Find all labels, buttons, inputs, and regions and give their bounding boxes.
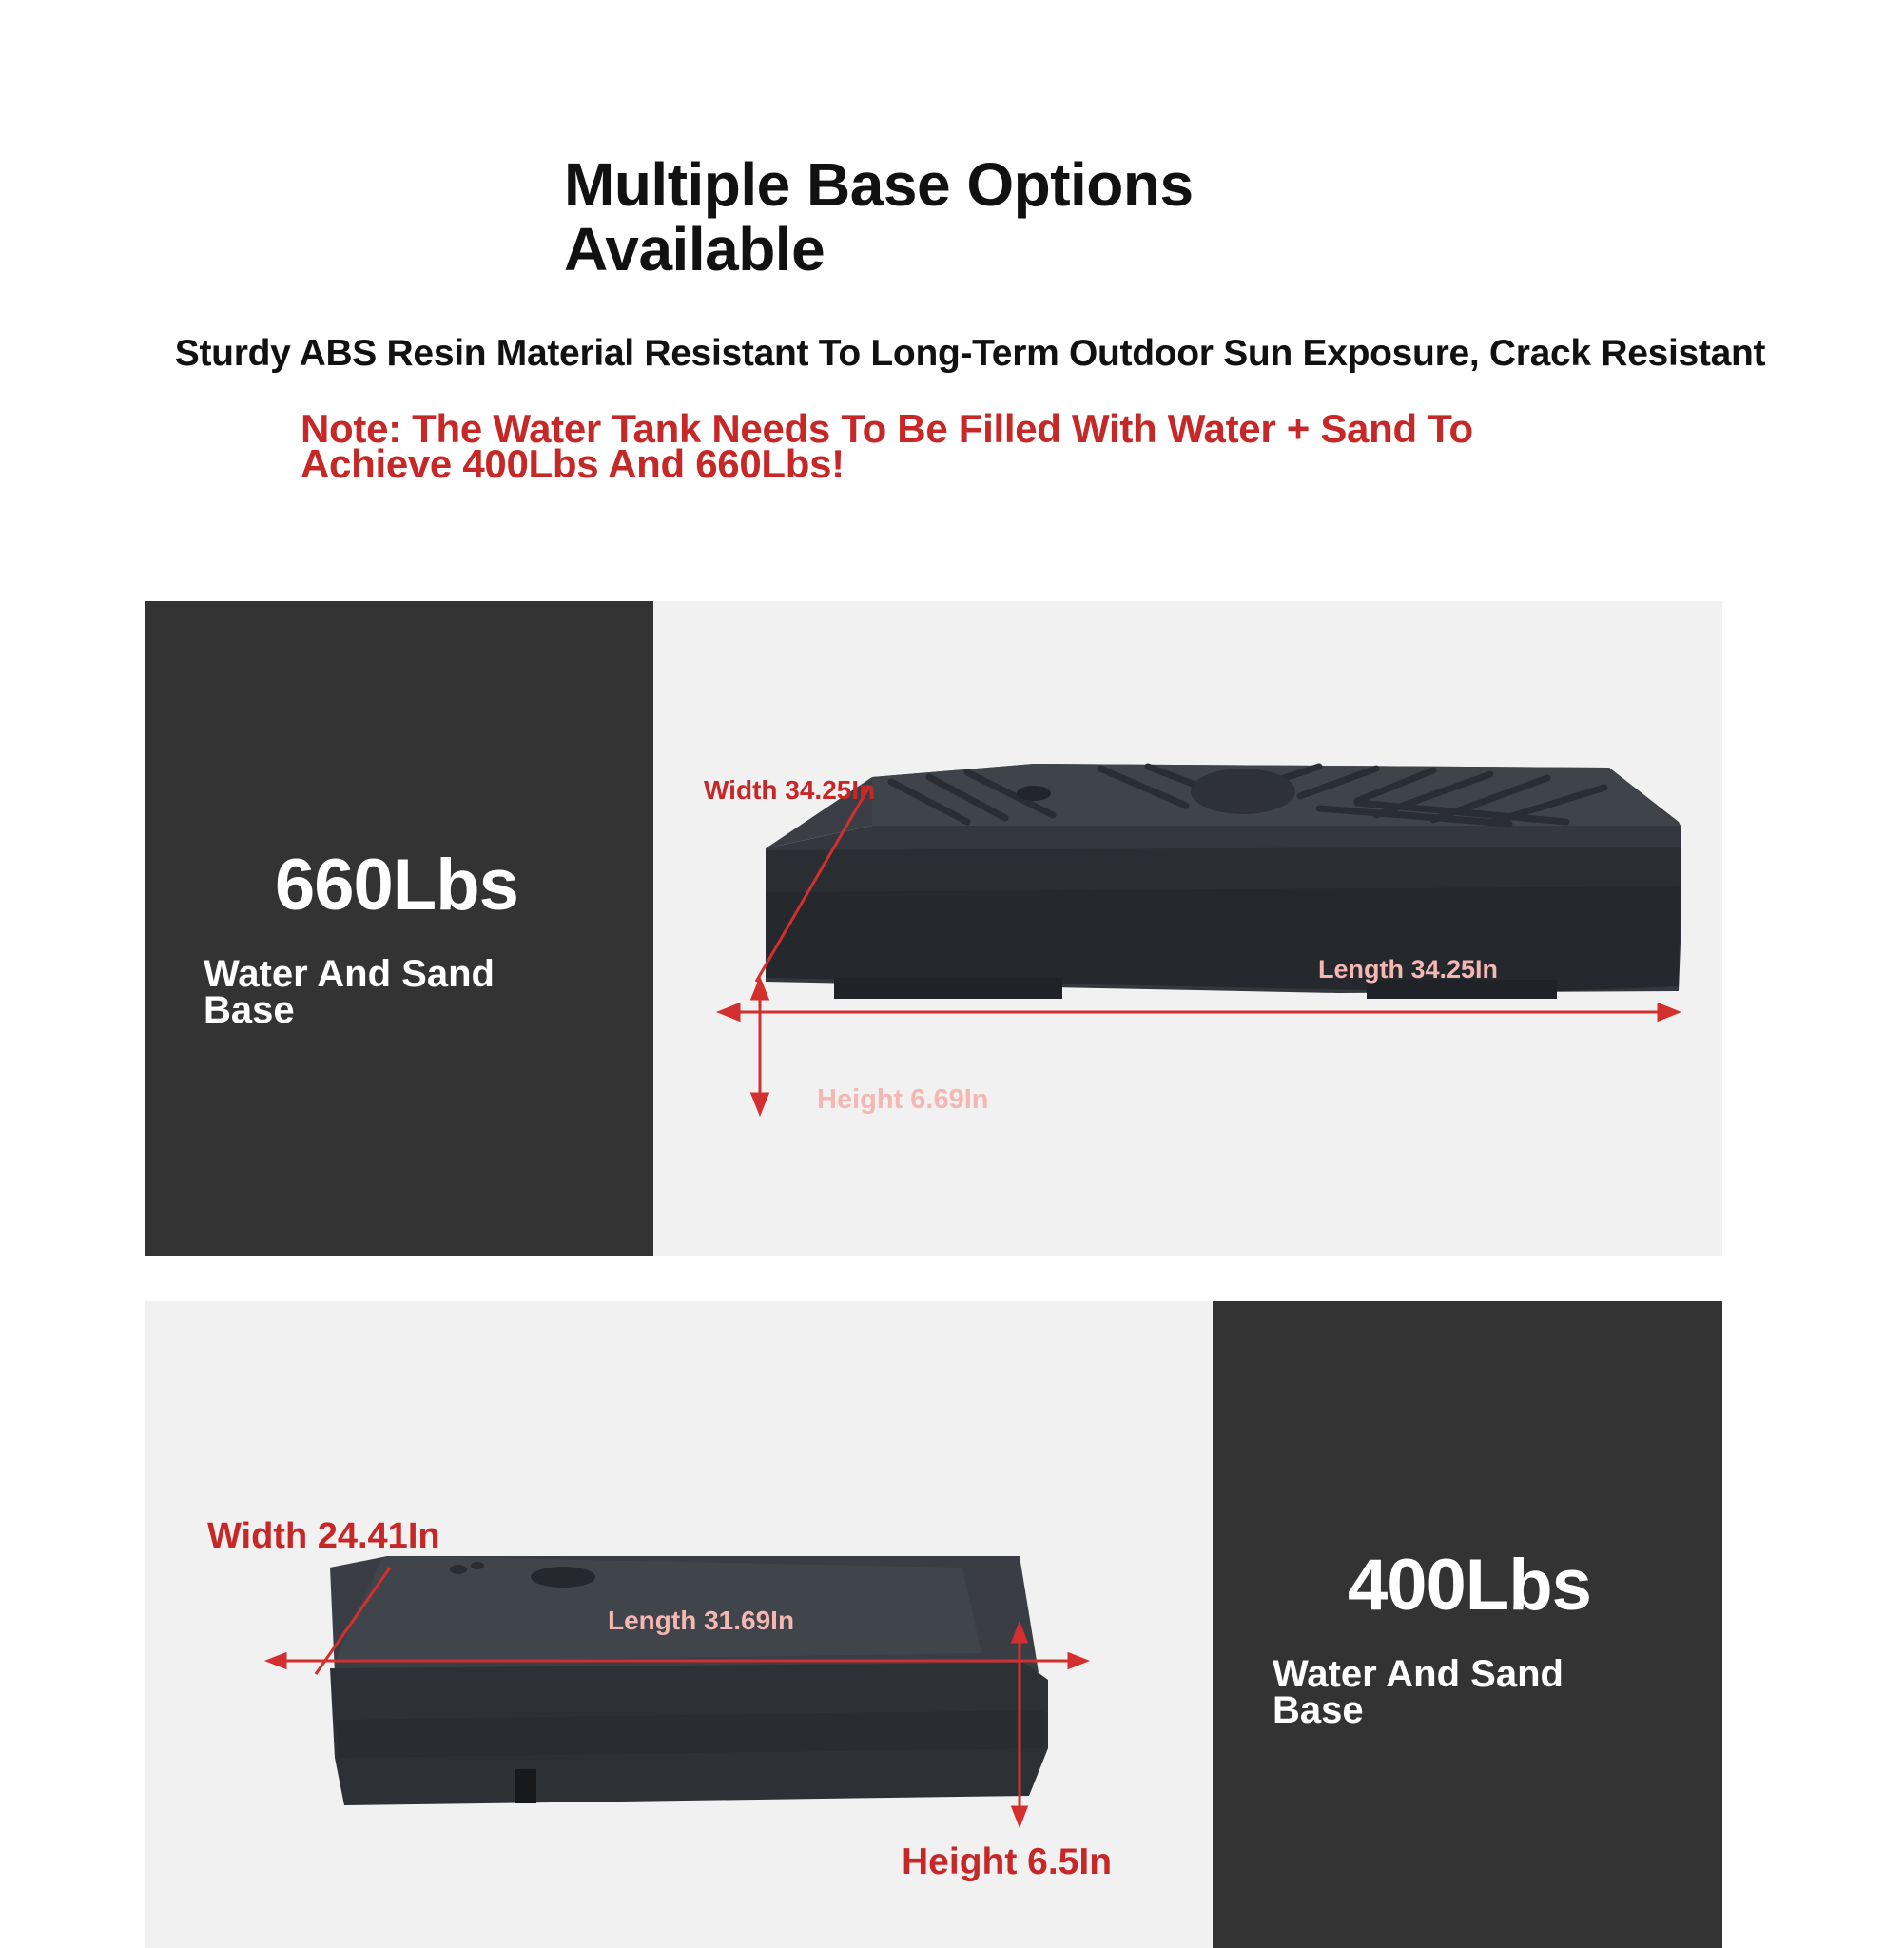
square-base-image (653, 601, 1722, 1256)
weight-panel (1213, 1301, 1722, 1948)
length-dimension: Length 31.69In (608, 1606, 795, 1635)
weight-value: 400Lbs (1348, 1545, 1591, 1626)
base-label (1273, 1653, 1653, 1731)
title-line-1: Multiple Base Options (564, 150, 1194, 219)
title-line-2: Available (564, 215, 826, 283)
subtitle: Sturdy ABS Resin Material Resistant To Long-Term Outdoor Sun Exposure, Crack Resistant (174, 333, 1766, 374)
width-dimension: Width 24.41In (207, 1516, 440, 1556)
page-title (564, 152, 1325, 282)
product-image-panel (145, 1301, 1213, 1948)
weight-value: 660Lbs (275, 845, 518, 925)
height-dimension: Height 6.69In (817, 1084, 989, 1115)
base-label-line-1: Water And Sand (1273, 1653, 1564, 1695)
note (301, 406, 1537, 486)
width-dimension: Width 34.25In (704, 775, 876, 805)
note-line-1: Note: The Water Tank Needs To Be Filled With Water + Sand To (301, 406, 1473, 451)
base-label-line-1: Water And Sand (204, 953, 495, 995)
note-line-2: Achieve 400Lbs And 660Lbs! (301, 441, 845, 486)
base-label-line-2: Base (204, 989, 295, 1031)
length-dimension: Length 34.25In (1318, 955, 1499, 984)
base-label-line-2: Base (1273, 1689, 1364, 1731)
height-dimension: Height 6.5In (902, 1841, 1113, 1882)
product-image-panel (653, 601, 1722, 1256)
base-label (204, 953, 584, 1031)
weight-panel (145, 601, 653, 1256)
